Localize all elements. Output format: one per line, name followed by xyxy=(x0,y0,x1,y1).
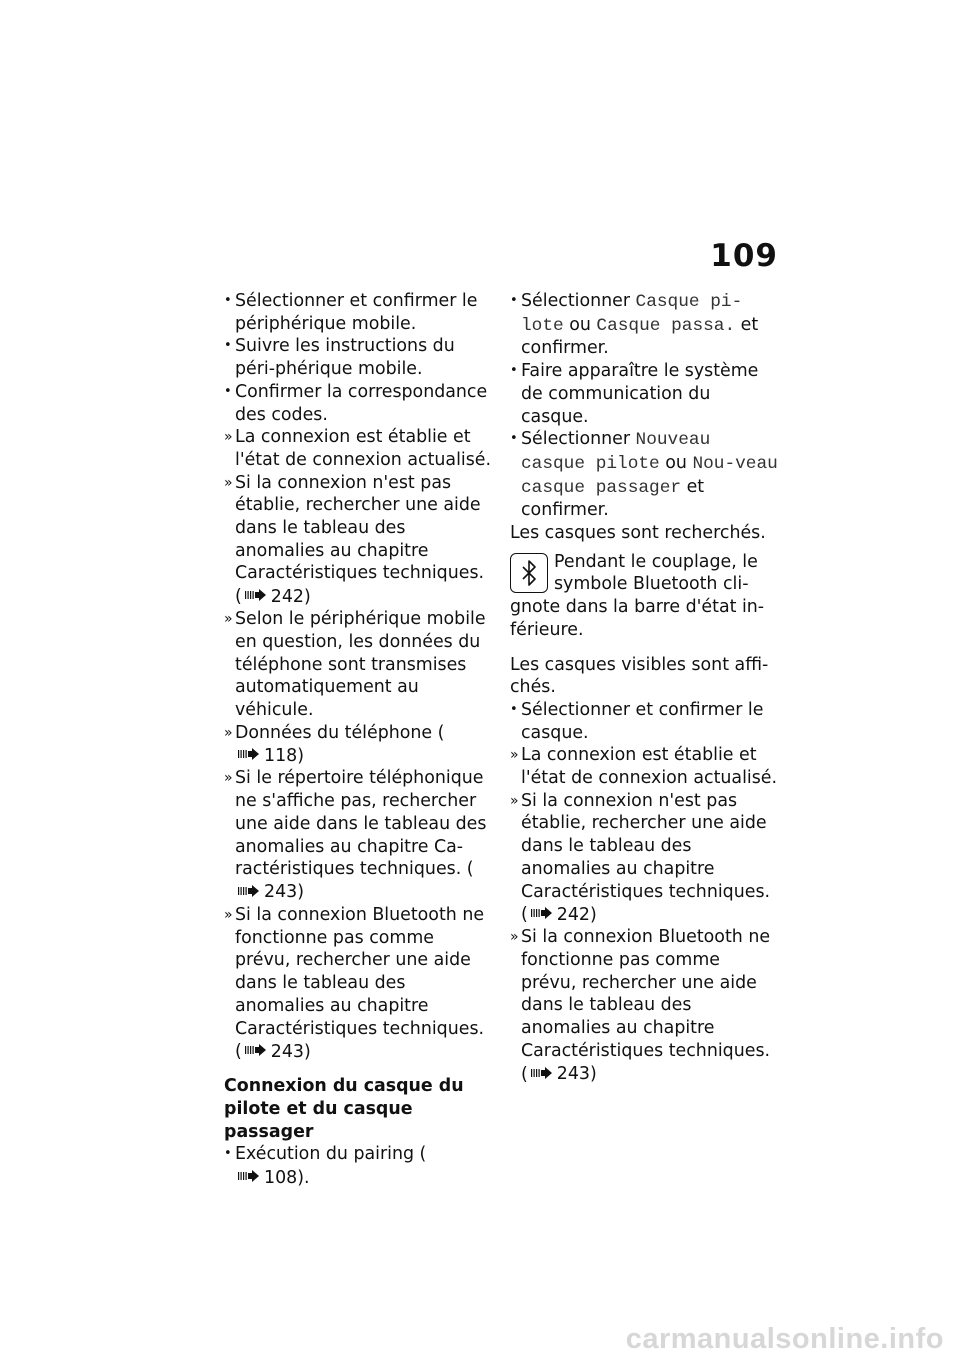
result-item xyxy=(224,767,492,904)
paragraph: Les casques sont recherchés. xyxy=(510,523,766,544)
list-item xyxy=(224,381,492,426)
arrow-ref-icon xyxy=(238,881,260,904)
note-text: Pendant le couplage, le symbole Bluetooth cli-gnote dans la barre d'état in-férieure. xyxy=(510,551,765,640)
menu-option-text: Casque passa. xyxy=(596,315,736,336)
bullet-icon: • xyxy=(224,383,232,399)
arrow-ref-icon xyxy=(238,744,260,767)
result-text: La connexion est établie et l'état de connexion actualisé. xyxy=(521,745,778,789)
result-item xyxy=(510,926,780,1085)
list-item-text: Sélectionner xyxy=(521,429,631,450)
bullet-icon: • xyxy=(510,293,518,308)
list-item-text: Sélectionner et confirmer le périphérique mobile. xyxy=(235,291,478,334)
result-text: Si la connexion n'est pas établie, rechercher une aide dans le tableau des anomalies au chapitre Caractéristiques techniques. ( xyxy=(235,472,485,607)
right-column xyxy=(510,290,780,1086)
list-item-text: et confirmer. xyxy=(521,476,705,521)
bullet-icon: • xyxy=(510,701,518,717)
list-item-text: ou xyxy=(569,314,591,335)
result-text: La connexion est établie et l'état de connexion actualisé. xyxy=(235,427,492,470)
result-text: Si la connexion Bluetooth ne fonctionne pas comme prévu, rechercher une aide dans le tableau des anomalies au chapitre Caractéristiques techniques. ( xyxy=(521,927,771,1084)
page-reference-link[interactable]: 108). xyxy=(264,1167,310,1188)
list-item xyxy=(510,290,780,360)
left-column xyxy=(224,290,492,1189)
list-item-text: Exécution du pairing ( xyxy=(235,1144,427,1165)
result-marker-icon: » xyxy=(224,907,233,924)
result-text: Si la connexion n'est pas établie, rechercher une aide dans le tableau des anomalies au chapitre Caractéristiques techniques. ( xyxy=(521,790,771,925)
bullet-icon: • xyxy=(224,1146,232,1162)
list-item-text: Suivre les instructions du péri-phérique mobile. xyxy=(235,336,455,380)
result-marker-icon: » xyxy=(224,474,233,491)
bullet-icon: • xyxy=(224,293,232,308)
result-text: Selon le périphérique mobile en question, les données du téléphone sont transmises automatiquement au véhicule. xyxy=(235,609,486,721)
result-marker-icon: » xyxy=(224,770,233,787)
list-item xyxy=(224,290,492,335)
bullet-icon: • xyxy=(224,338,232,354)
arrow-ref-icon xyxy=(245,1040,267,1063)
arrow-ref-icon xyxy=(238,1166,260,1189)
result-marker-icon: » xyxy=(510,929,519,946)
page-number: 109 xyxy=(710,238,778,274)
list-item-text: Sélectionner et confirmer le casque. xyxy=(521,699,764,743)
page-reference-link[interactable]: 118) xyxy=(264,745,304,766)
result-text: Données du téléphone ( xyxy=(235,722,445,743)
note-block xyxy=(510,551,780,642)
result-item xyxy=(224,904,492,1063)
menu-option-text: Nou-veau casque passager xyxy=(521,453,778,498)
section-heading: Connexion du casque du pilote et du casque passager xyxy=(224,1076,464,1142)
page-reference-link[interactable]: 242) xyxy=(270,586,311,607)
list-item xyxy=(510,428,780,522)
result-marker-icon: » xyxy=(510,747,519,764)
menu-option-text: Nouveau casque pilote xyxy=(521,430,711,474)
result-text: Si le répertoire téléphonique ne s'affiche pas, rechercher une aide dans le tableau des anomalies au chapitre Ca-ractéristiques techniques. ( xyxy=(235,768,487,880)
list-item-text: Sélectionner xyxy=(521,291,631,311)
result-marker-icon: » xyxy=(510,792,519,809)
bluetooth-icon xyxy=(510,553,548,593)
menu-option-text: Casque pi-lote xyxy=(521,292,743,336)
list-item-text: Confirmer la correspondance des codes. xyxy=(235,381,488,425)
result-item xyxy=(224,722,492,768)
arrow-ref-icon xyxy=(245,585,267,608)
result-item xyxy=(224,426,492,471)
arrow-ref-icon xyxy=(531,1063,553,1086)
result-text: Si la connexion Bluetooth ne fonctionne pas comme prévu, rechercher une aide dans le tableau des anomalies au chapitre Caractéristiques techniques. ( xyxy=(235,905,485,1062)
list-item-text: ou xyxy=(665,452,687,473)
result-marker-icon: » xyxy=(224,724,233,741)
result-marker-icon: » xyxy=(224,429,233,446)
list-item xyxy=(224,335,492,380)
list-item-text: Faire apparaître le système de communication du casque. xyxy=(521,361,759,427)
list-item-text: et confirmer. xyxy=(521,314,759,359)
result-item xyxy=(510,744,780,789)
page-reference-link[interactable]: 243) xyxy=(556,1063,597,1084)
page-reference-link[interactable]: 243) xyxy=(270,1041,311,1062)
result-item xyxy=(510,790,780,927)
result-marker-icon: » xyxy=(224,611,233,628)
arrow-ref-icon xyxy=(531,903,553,926)
list-item xyxy=(510,699,780,744)
bullet-icon: • xyxy=(510,431,518,447)
list-item xyxy=(510,360,780,428)
result-item xyxy=(224,608,492,722)
paragraph: Les casques visibles sont affi-chés. xyxy=(510,654,769,698)
list-item xyxy=(224,1143,492,1189)
watermark: carmanualsonline.info xyxy=(625,1323,944,1355)
bullet-icon: • xyxy=(510,363,518,379)
result-item xyxy=(224,472,492,609)
page-reference-link[interactable]: 242) xyxy=(556,904,597,925)
page-reference-link[interactable]: 243) xyxy=(264,882,304,903)
